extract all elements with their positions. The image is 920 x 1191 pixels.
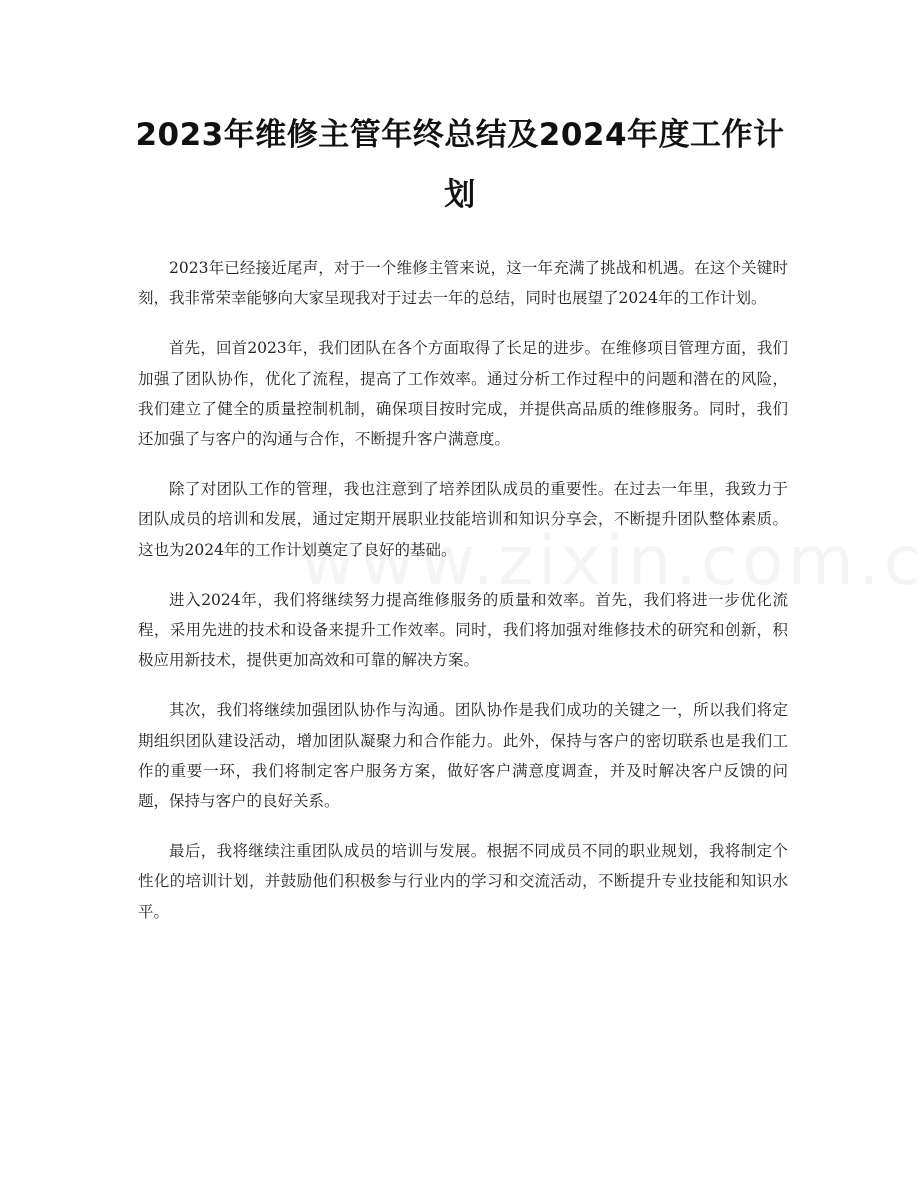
paragraph-4: 进入2024年，我们将继续努力提高维修服务的质量和效率。首先，我们将进一步优化流程，采用先进的技术和设备来提升工作效率。同时，我们将加强对维修技术的研究和创新，积极应用新技术，提供更加高效和可靠的解决方案。 — [138, 590, 788, 670]
paragraph-1: 2023年已经接近尾声，对于一个维修主管来说，这一年充满了挑战和机遇。在这个关键时刻，我非常荣幸能够向大家呈现我对于过去一年的总结，同时也展望了2024年的工作计划。 — [138, 259, 788, 308]
paragraph-6: 最后，我将继续注重团队成员的培训与发展。根据不同成员不同的职业规划，我将制定个性化的培训计划，并鼓励他们积极参与行业内的学习和交流活动，不断提升专业技能和知识水平。 — [138, 842, 788, 921]
paragraph-5: 其次，我们将继续加强团队协作与沟通。团队协作是我们成功的关键之一，所以我们将定期组织团队建设活动，增加团队凝聚力和合作能力。此外，保持与客户的密切联系也是我们工作的重要一环，我们将制定客户服务方案，做好客户满意度调查，并及时解决客户反馈的问题，保持与客户的良好关系。 — [138, 701, 788, 811]
document-body — [138, 253, 788, 947]
paragraph-2: 首先，回首2023年，我们团队在各个方面取得了长足的进步。在维修项目管理方面，我们加强了团队协作，优化了流程，提高了工作效率。通过分析工作过程中的问题和潜在的风险，我们建立了健全的质量控制机制，确保项目按时完成，并提供高品质的维修服务。同时，我们还加强了与客户的沟通与合作，不断提升客户满意度。 — [138, 339, 788, 449]
document-title: 2023年维修主管年终总结及2024年度工作计划 — [135, 117, 785, 213]
paragraph-3: 除了对团队工作的管理，我也注意到了培养团队成员的重要性。在过去一年里，我致力于团队成员的培训和发展，通过定期开展职业技能培训和知识分享会，不断提升团队整体素质。这也为2024年的工作计划奠定了良好的基础。 — [138, 480, 788, 559]
